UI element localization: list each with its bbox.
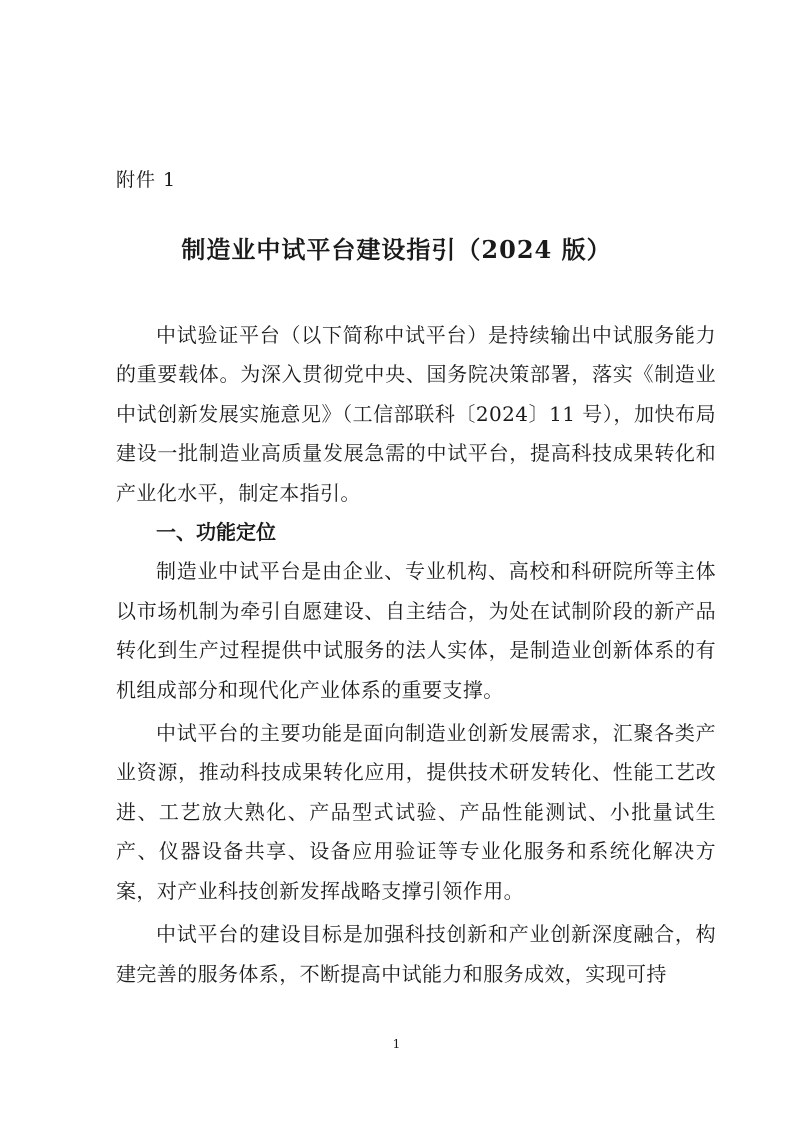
section-1-paragraph-construction-goals: 中试平台的建设目标是加强科技创新和产业创新深度融合，构建完善的服务体系，不断提高中试能力和服务成效，实现可持 [116,922,716,986]
attachment-label: 附件 1 [116,169,177,191]
section-heading-function-positioning: 一、功能定位 [156,520,276,545]
section-1-paragraph-main-functions: 中试平台的主要功能是面向制造业创新发展需求，汇聚各类产业资源，推动科技成果转化应用，提供技术研发转化、性能工艺改进、工艺放大熟化、产品型式试验、产品性能测试、小批量试生产、仪器设备共享、设备应用验证等专业化服务和系统化解决方案，对产业科技创新发挥战略支撑引领作用。 [116,721,716,903]
document-body [116,316,716,994]
page-number: 1 [392,1037,401,1051]
section-1-paragraph-definition: 制造业中试平台是由企业、专业机构、高校和科研院所等主体以市场机制为牵引自愿建设、自主结合，为处在试制阶段的新产品转化到生产过程提供中试服务的法人实体，是制造业创新体系的有机组成部分和现代化产业体系的重要支撑。 [116,559,716,702]
intro-paragraph: 中试验证平台（以下简称中试平台）是持续输出中试服务能力的重要载体。为深入贯彻党中央、国务院决策部署，落实《制造业中试创新发展实施意见》（工信部联科〔2024〕11 号），加快布局建设一批制造业高质量发展急需的中试平台，提高科技成果转化和产业化水平，制定本指引。 [116,323,716,505]
document-title: 制造业中试平台建设指引（2024 版） [181,235,612,264]
